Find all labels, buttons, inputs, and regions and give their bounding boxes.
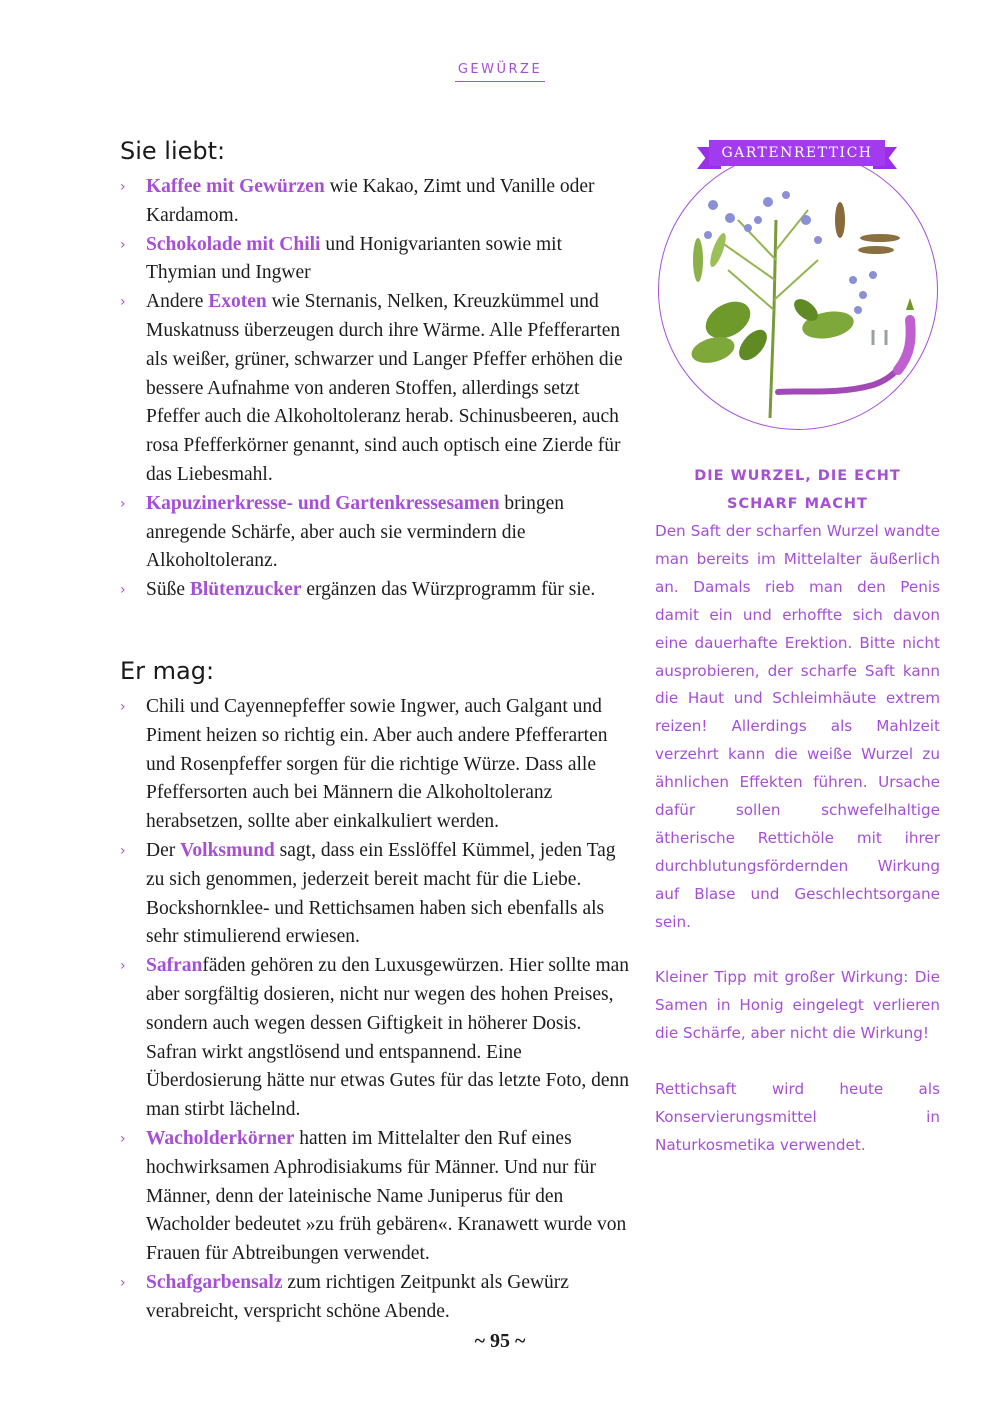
chapter-title: GEWÜRZE: [455, 62, 545, 82]
chevron-right-icon: ›: [120, 842, 126, 859]
list-item: › Safranfäden gehören zu den Luxusgewürzen. Hier sollte man aber sorgfältig dosieren, nicht nur wegen des hohen Preises, sondern auch wegen dessen Giftigkeit in höherer Dosis. Safran wirkt angstlösend und entspannend. Eine Überdosierung hätte nur etwas Gutes für das letzte Foto, denn man stirbt lächelnd.: [120, 952, 630, 1125]
section-heading-sie-liebt: Sie liebt:: [120, 137, 226, 165]
chevron-right-icon: ›: [120, 958, 126, 975]
chevron-right-icon: ›: [120, 1130, 126, 1147]
spice-list-er: [120, 693, 630, 1327]
banner-label: GARTENRETTICH: [709, 140, 885, 166]
radish-plant-illustration: [658, 150, 936, 428]
chevron-right-icon: ›: [120, 495, 126, 512]
section-spacer: [120, 605, 630, 653]
highlighted-term: Blütenzucker: [189, 579, 302, 601]
sidebar-title: DIE WURZEL, DIE ECHT SCHARF MACHT: [694, 468, 901, 512]
plant-emblem: [655, 140, 940, 435]
running-head: [0, 60, 1000, 82]
spice-list-sie: [120, 173, 630, 605]
chevron-right-icon: ›: [120, 582, 126, 599]
banner: [697, 140, 897, 168]
list-item: › Kapuzinerkresse- und Gartenkressesamen bringen anregende Schärfe, aber auch sie vermindern die Alkoholtoleranz.: [120, 490, 630, 576]
highlighted-term: Kaffee mit Gewürzen: [146, 176, 325, 197]
list-item: › Kaffee mit Gewürzen wie Kakao, Zimt und Vanille oder Kardamom.: [120, 173, 630, 231]
list-item: › Wacholderkörner hatten im Mittelalter den Ruf eines hochwirksamen Aphrodisiakums für Männer. Und nur für Männer, denn der lateinische Name Juniperus für den Wacholder bedeutet »zu früh gebären«. Kranawett wurde von Frauen für Abtreibungen verwendet.: [120, 1125, 630, 1269]
chevron-right-icon: ›: [120, 179, 126, 195]
sidebar-paragraph: Kleiner Tipp mit großer Wirkung: Die Samen in Honig eingelegt verlieren die Schärfe, aber nicht die Wirkung!: [655, 968, 940, 1043]
list-item: › Schafgarbensalz zum richtigen Zeitpunkt als Gewürz verabreicht, verspricht schöne Abende.: [120, 1269, 630, 1327]
highlighted-term: Exoten: [208, 291, 267, 313]
sidebar-paragraph: Rettichsaft wird heute als Konservierungsmittel in Naturkosmetika verwendet.: [655, 1080, 940, 1154]
section-heading-er-mag: Er mag:: [120, 656, 215, 685]
highlighted-term: Kapuzinerkresse- und Gartenkressesamen: [146, 492, 500, 514]
list-item: › Der Volksmund sagt, dass ein Esslöffel Kümmel, jeden Tag zu sich genommen, jederzeit bereit macht für die Liebe. Bockshornklee- und Rettichsamen haben sich ebenfalls als sehr stimulierend erwiesen.: [120, 837, 630, 952]
highlighted-term: Safran: [146, 955, 203, 977]
chevron-right-icon: ›: [120, 1274, 126, 1291]
list-item: › Süße Blütenzucker ergänzen das Würzprogramm für sie.: [120, 576, 630, 605]
list-item: › Schokolade mit Chili und Honigvarianten sowie mit Thymian und Ingwer: [120, 231, 630, 289]
list-item: › Andere Exoten wie Sternanis, Nelken, Kreuzkümmel und Muskatnuss überzeugen durch ihre Wärme. Alle Pfefferarten als weißer, grüner, schwarzer und Langer Pfeffer erhöhen die bessere Aufnahme von anderen Stoffen, allerdings setzt Pfeffer auch die Alkoholtoleranz herab. Schinusbeeren, auch rosa Pfefferkörner genannt, sind auch optisch eine Zierde für das Liebesmahl.: [120, 288, 630, 490]
highlighted-term: Volksmund: [180, 839, 275, 861]
page-number: ~ 95 ~: [474, 1330, 526, 1352]
list-item: › Chili und Cayennepfeffer sowie Ingwer, auch Galgant und Piment heizen so richtig ein. Aber auch andere Pfefferarten und Rosenpfeffer sorgen für die richtige Würze. Dass alle Pfeffersorten auch bei Männern die Alkoholtoleranz herabsetzen, sollte aber einkalkuliert werden.: [120, 693, 630, 837]
highlighted-term: Wacholderkörner: [146, 1127, 295, 1149]
main-column: [120, 133, 630, 1326]
chevron-right-icon: ›: [120, 294, 126, 311]
sidebar-box: [655, 140, 940, 1160]
highlighted-term: Schafgarbensalz: [146, 1271, 283, 1293]
chevron-right-icon: ›: [120, 236, 126, 253]
chevron-right-icon: ›: [120, 698, 126, 715]
sidebar-paragraph: Den Saft der scharfen Wurzel wandte man bereits im Mittelalter äußerlich an. Damals rieb man den Penis damit ein und erhoffte sich davon eine dauerhafte Erektion. Bitte nicht ausprobieren, der scharfe Saft kann die Haut und Schleimhäute extrem reizen! Allerdings als Mahlzeit verzehrt kann die weiße Wurzel zu ähnlichen Effekten führen. Ursache dafür sollen schwefelhaltige ätherische Rettichöle mit ihrer durchblutungsfördernden Wirkung auf Blase und Geschlechtsorgane sein.: [655, 522, 940, 931]
highlighted-term: Schokolade mit Chili: [146, 233, 321, 255]
